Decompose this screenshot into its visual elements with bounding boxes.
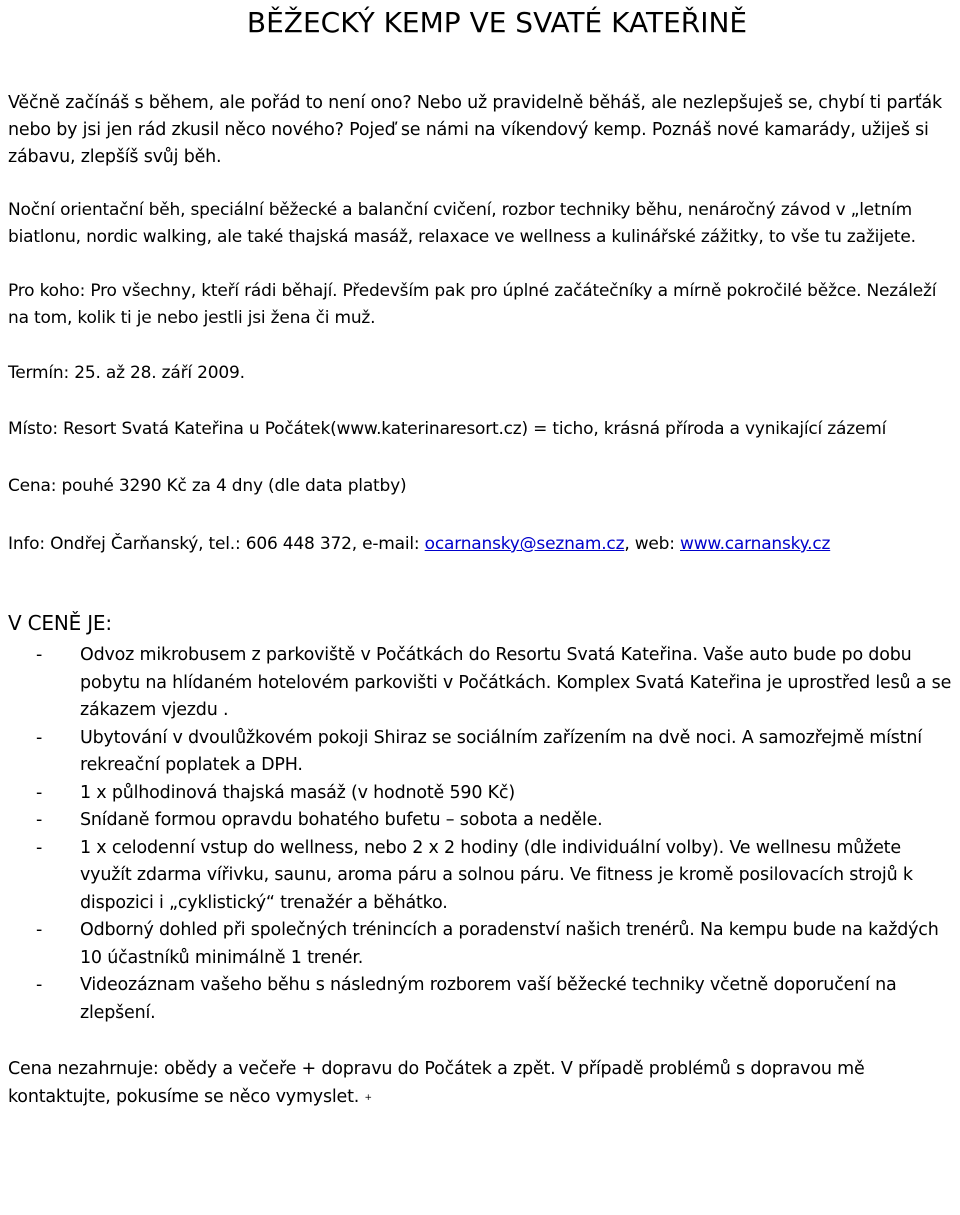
document-title: BĚŽECKÝ KEMP VE SVATÉ KATEŘINĚ xyxy=(246,6,748,39)
activities-paragraph: Noční orientační běh, speciální běžecké a balanční cvičení, rozbor techniky běhu, nenáročný závod v „letním biatlonu, nordic walking, ale také thajská masáž, relaxace ve wellness a kulinářské zážitky, to vše tu zažijete. xyxy=(8,200,916,247)
audience-paragraph: Pro koho: Pro všechny, kteří rádi běhají. Především pak pro úplné začátečníky a mírně pokročilé běžce. Nezáleží na tom, kolik ti je nebo jestli jsi žena či muž. xyxy=(8,281,937,328)
list-item xyxy=(8,917,956,972)
closing-text: Cena nezahrnuje: obědy a večeře + dopravu do Počátek a zpět. V případě problémů s dopravou mě kontaktujte, pokusíme se něco vymyslet. xyxy=(8,1059,865,1107)
list-bullet: - xyxy=(36,782,43,803)
info-prefix: Info: Ondřej Čarňanský, tel.: 606 448 372, e-mail: xyxy=(8,534,425,554)
list-item xyxy=(8,807,956,835)
closing-paragraph xyxy=(8,1055,956,1112)
list-item-text: 1 x půlhodinová thajská masáž (v hodnotě 590 Kč) xyxy=(80,782,515,803)
list-bullet: - xyxy=(36,645,43,665)
list-item-text: Ubytování v dvoulůžkovém pokoji Shiraz se sociálním zařízením na dvě noci. A samozřejmě místní rekreační poplatek a DPH. xyxy=(80,727,922,775)
intro-paragraph: Věčně začínáš s během, ale pořád to není ono? Nebo už pravidelně běháš, ale nezlepšuješ se, chybí ti parťák nebo by jsi jen rád zkusil něco nového? Pojeď se námi na víkendový kemp. Poznáš nové kamarády, užiješ si zábavu, zlepšíš svůj běh. xyxy=(8,93,942,167)
list-item-text: Odvoz mikrobusem z parkoviště v Počátkách do Resortu Svatá Kateřina. Vaše auto bude po dobu pobytu na hlídaném hotelovém parkovišti v Počátkách. Komplex Svatá Kateřina je uprostřed lesů a se zákazem vjezdu . xyxy=(80,645,952,720)
list-bullet: - xyxy=(36,837,43,858)
web-link[interactable]: www.carnansky.cz xyxy=(680,534,831,554)
list-item xyxy=(8,642,956,725)
info-paragraph xyxy=(8,531,956,558)
list-item-text: Snídaně formou opravdu bohatého bufetu – sobota a neděle. xyxy=(80,810,603,830)
term-paragraph: Termín: 25. až 28. září 2009. xyxy=(8,363,245,383)
included-list xyxy=(8,642,956,1027)
included-heading: V CENĚ JE: xyxy=(8,611,112,635)
list-item-text: 1 x celodenní vstup do wellness, nebo 2 x 2 hodiny (dle individuální volby). Ve wellnesu můžete využít zdarma vířivku, saunu, aroma páru a solnou páru. Ve fitness je kromě posilovacích strojů k dispozici i „cyklistický“ trenažér a běhátko. xyxy=(80,837,913,913)
price-paragraph: Cena: pouhé 3290 Kč za 4 dny (dle data platby) xyxy=(8,476,407,496)
list-bullet: - xyxy=(36,810,43,830)
info-middle: , web: xyxy=(624,534,681,554)
list-bullet: - xyxy=(36,727,43,748)
list-item xyxy=(8,835,956,918)
list-item-text: Videozáznam vašeho běhu s následným rozborem vaší běžecké techniky včetně doporučení na zlepšení. xyxy=(80,975,897,1023)
list-item xyxy=(8,972,956,1027)
list-item-text: Odborný dohled při společných trénincích a poradenství našich trenérů. Na kempu bude na každých 10 účastníků minimálně 1 trenér. xyxy=(80,920,939,968)
list-item xyxy=(8,780,956,808)
list-bullet: - xyxy=(36,975,43,995)
list-item xyxy=(8,725,956,780)
email-link[interactable]: ocarnansky@seznam.cz xyxy=(424,534,625,554)
place-paragraph: Místo: Resort Svatá Kateřina u Počátek(www.katerinaresort.cz) = ticho, krásná příroda a vynikající zázemí xyxy=(8,419,887,439)
closing-mark: + xyxy=(364,1093,372,1103)
list-bullet: - xyxy=(36,920,43,940)
document-page xyxy=(8,0,956,1112)
